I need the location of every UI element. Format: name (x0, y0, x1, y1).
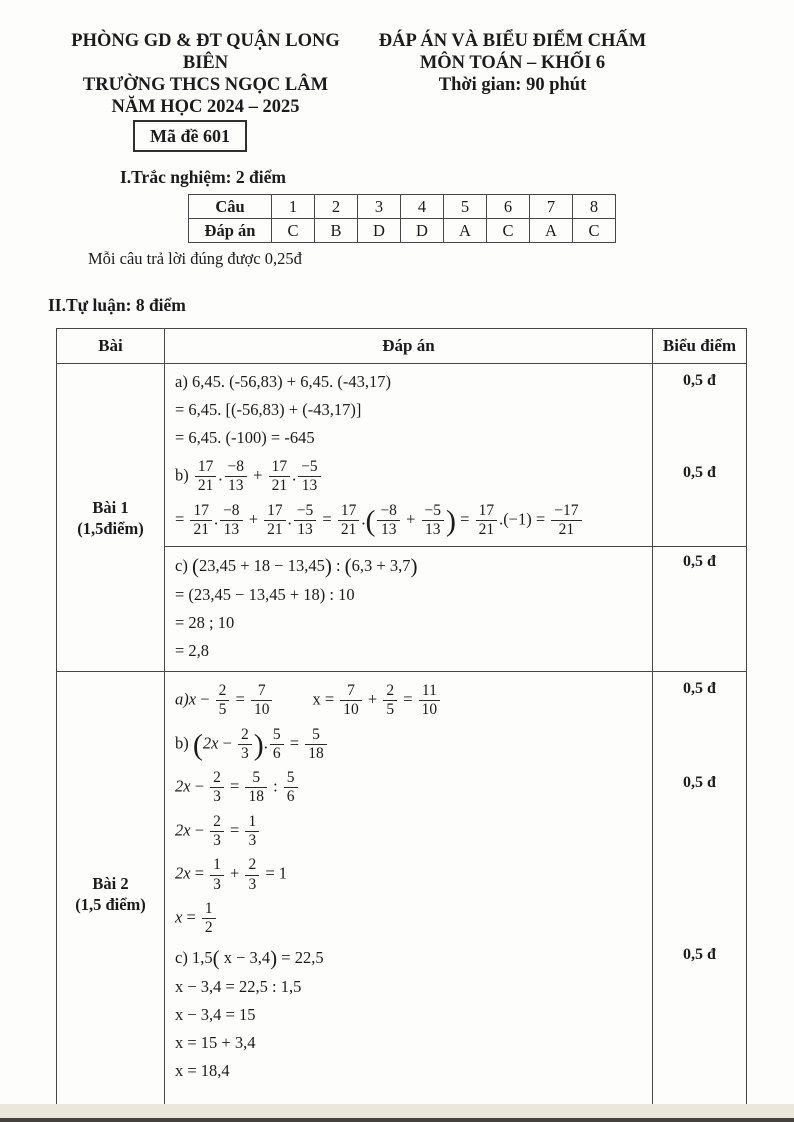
fraction: $\frac{2}{3}$ (238, 726, 252, 764)
mc-question-row (189, 195, 616, 219)
bai2-points: (1,5 điểm) (75, 895, 146, 914)
math-line: = (23,45 − 13,45 + 18) : 10 (175, 585, 355, 604)
school-district-line: PHÒNG GD & ĐT QUẬN LONG BIÊN (71, 31, 340, 73)
fraction: $\frac{1}{3}$ (210, 856, 224, 894)
score-badge: 0,5 đ (683, 680, 716, 697)
section2-title: II.Tự luận: 8 điểm (48, 295, 186, 315)
multiple-choice-table (188, 194, 616, 243)
mc-answer-5: A (444, 219, 487, 243)
col-header-bai: Bài (57, 329, 165, 364)
bai2-label: Bài 2 (92, 874, 129, 893)
bai1-answer-ab-cell (165, 364, 653, 547)
header-school-block (48, 30, 363, 152)
scan-edge-artifact (0, 1104, 794, 1122)
score-badge: 0,5 đ (683, 774, 716, 791)
math-line: x − 3,4 = 22,5 : 1,5 (175, 977, 302, 997)
score-badge: 0,5 đ (683, 553, 716, 570)
fraction: $\frac{2}{3}$ (210, 769, 224, 807)
math-line: c) 1,5( x − 3,4) = 22,5 (175, 946, 324, 971)
bai1-label: Bài 1 (92, 497, 129, 517)
bai2-answer-cell (165, 672, 653, 1117)
mc-answer-6: C (487, 219, 530, 243)
fraction: $\frac{11}{10}$ (419, 682, 441, 720)
fraction: $\frac{17}{21}$ (190, 502, 212, 540)
bai1-answer-ab-content (175, 368, 644, 540)
fraction: $\frac{-5}{13}$ (298, 458, 321, 496)
bai1-answer-c-cell (165, 547, 653, 672)
math-line: x = 15 + 3,4 (175, 1033, 256, 1053)
bai1-row-ab (57, 364, 747, 547)
fraction: $\frac{-8}{13}$ (225, 458, 248, 496)
mc-question-2: 2 (315, 195, 358, 219)
math-line: = 6,45. (-100) = -645 (175, 428, 315, 447)
fraction: $\frac{2}{3}$ (210, 813, 224, 851)
math-line: 2x = $\frac{1}{3}$ + $\frac{2}{3}$ = 1 (175, 856, 288, 893)
col-header-dap-an: Đáp án (165, 329, 653, 364)
fraction: $\frac{1}{2}$ (202, 900, 216, 938)
score-badge: 0,5 đ (683, 464, 716, 481)
school-year-line: NĂM HỌC 2024 – 2025 (111, 97, 300, 117)
math-line: b) $\frac{17}{21}$ . $\frac{-8}{13}$ + $\frac{17}{21}$ . $\frac{-5}{13}$ (175, 458, 644, 496)
essay-answer-table (56, 328, 747, 1117)
bai1-label-cell (57, 364, 165, 672)
fraction: $\frac{2}{5}$ (383, 682, 397, 720)
duration-line: Thời gian: 90 phút (438, 75, 587, 95)
exam-code-row (48, 120, 363, 152)
bai1-answer-c-content (175, 551, 644, 665)
header-title-block (375, 30, 650, 96)
mc-answer-4: D (401, 219, 444, 243)
math-line: 2x − $\frac{2}{3}$ = $\frac{5}{18}$ : $\frac{5}{6}$ (175, 769, 644, 807)
mc-question-3: 3 (358, 195, 401, 219)
subject-grade-line: MÔN TOÁN – KHỐI 6 (419, 53, 606, 73)
fraction: $\frac{2}{5}$ (216, 682, 230, 720)
mc-question-6: 6 (487, 195, 530, 219)
bai1-points: (1,5điểm) (77, 518, 144, 538)
mc-question-4: 4 (401, 195, 444, 219)
fraction: $\frac{17}{21}$ (338, 502, 360, 540)
mc-question-7: 7 (530, 195, 573, 219)
math-line: x − 3,4 = 15 (175, 1005, 256, 1025)
fraction: $\frac{17}{21}$ (264, 502, 286, 540)
essay-table-header-row (57, 329, 747, 364)
fraction: $\frac{17}{21}$ (195, 458, 217, 496)
math-line: = 28 ; 10 (175, 613, 235, 632)
bai2-row (57, 672, 747, 1117)
math-line: a) 6,45. (-56,83) + 6,45. (-43,17) (175, 372, 391, 391)
mc-question-5: 5 (444, 195, 487, 219)
mc-question-8: 8 (573, 195, 616, 219)
math-line: 2x − $\frac{2}{3}$ = $\frac{1}{3}$ (175, 813, 644, 851)
fraction: $\frac{5}{18}$ (245, 769, 267, 807)
document-header (48, 30, 746, 152)
math-line: x = $\frac{1}{2}$ (175, 900, 644, 938)
school-name-line: TRƯỜNG THCS NGỌC LÂM (82, 75, 329, 95)
math-line: a)x − $\frac{2}{5}$ = $\frac{7}{10}$ x = $\frac{7}{10}$ + $\frac{2}{5}$ = $\frac{11}{10}$ (175, 682, 644, 720)
mc-answer-8: C (573, 219, 616, 243)
col-header-bieu-diem: Biểu điểm (653, 329, 747, 364)
math-line: = 2,8 (175, 641, 210, 660)
fraction: $\frac{-5}{13}$ (422, 502, 445, 540)
document-title: ĐÁP ÁN VÀ BIỂU ĐIỂM CHẤM (378, 31, 647, 51)
math-line: c) (23,45 + 18 − 13,45) : (6,3 + 3,7) (175, 554, 418, 578)
fraction: $\frac{2}{3}$ (245, 856, 259, 894)
fraction: $\frac{7}{10}$ (251, 682, 273, 720)
bai1-score-ab-cell (653, 364, 747, 547)
math-line: b) (2x − $\frac{2}{3}$ ). $\frac{5}{6}$ = $\frac{5}{18}$ (175, 726, 644, 764)
fraction: $\frac{5}{6}$ (284, 769, 298, 807)
score-badge: 0,5 đ (683, 946, 716, 963)
fraction: $\frac{-8}{13}$ (377, 502, 400, 540)
mc-answer-2: B (315, 219, 358, 243)
math-line: = $\frac{17}{21}$ . $\frac{-8}{13}$ + $\frac{17}{21}$ . $\frac{-5}{13}$ = $\frac{17}{21}$ .( $\frac{-8}{13}$ + $\frac{-5}{13}$ ) = $\frac{17}{21}$ .(−1) = $\frac{-17}{21}$ (175, 502, 644, 540)
section1-title: I.Trắc nghiệm: 2 điểm (120, 167, 286, 187)
exam-code-box: Mã đề 601 (133, 120, 247, 152)
mc-answer-row-label: Đáp án (189, 219, 272, 243)
mc-scoring-note: Mỗi câu trả lời đúng được 0,25đ (88, 249, 302, 268)
fraction: $\frac{7}{10}$ (340, 682, 362, 720)
fraction: $\frac{-8}{13}$ (220, 502, 243, 540)
math-line: = 6,45. [(-56,83) + (-43,17)] (175, 400, 362, 419)
bai2-answer-content (175, 682, 644, 1110)
bai2-score-cell (653, 672, 747, 1117)
mc-question-row-label: Câu (189, 195, 272, 219)
fraction: $\frac{1}{3}$ (245, 813, 259, 851)
mc-question-1: 1 (272, 195, 315, 219)
bai2-label-cell (57, 672, 165, 1117)
mc-answer-3: D (358, 219, 401, 243)
mc-answer-1: C (272, 219, 315, 243)
fraction: $\frac{5}{18}$ (305, 726, 327, 764)
mc-answer-row (189, 219, 616, 243)
fraction: $\frac{-17}{21}$ (551, 502, 581, 540)
mc-answer-7: A (530, 219, 573, 243)
math-line: x = 18,4 (175, 1061, 230, 1081)
fraction: $\frac{-5}{13}$ (294, 502, 317, 540)
fraction: $\frac{17}{21}$ (476, 502, 498, 540)
score-badge: 0,5 đ (683, 372, 716, 389)
bai1-score-c-cell (653, 547, 747, 672)
fraction: $\frac{17}{21}$ (269, 458, 291, 496)
fraction: $\frac{5}{6}$ (270, 726, 284, 764)
